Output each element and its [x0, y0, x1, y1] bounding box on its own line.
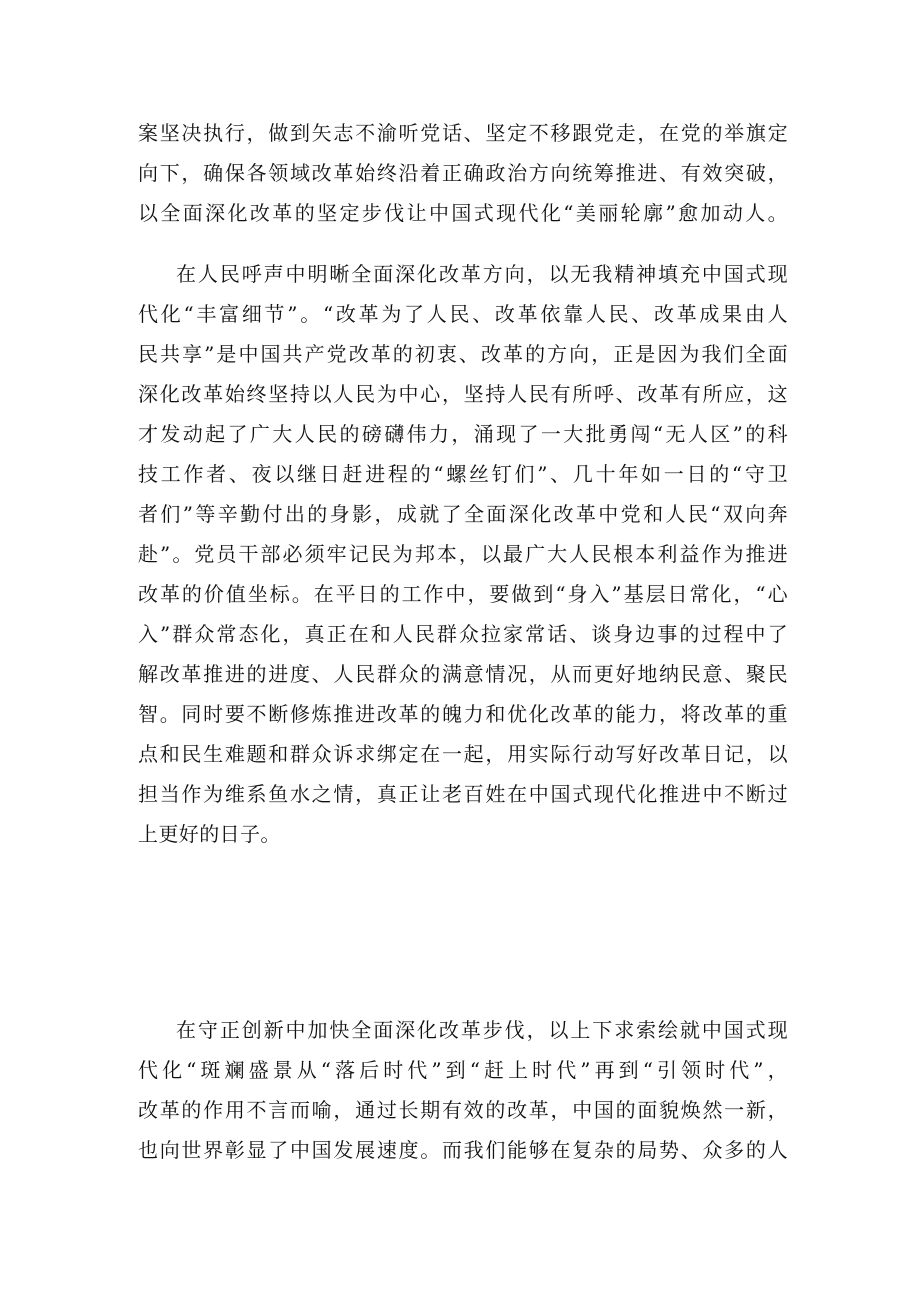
text-line: 智。同时要不断修炼推进改革的魄力和优化改革的能力，将改革的重: [138, 702, 788, 726]
text-line: 上更好的日子。: [138, 822, 281, 846]
text-line: 案坚决执行，做到矢志不渝听党话、坚定不移跟党走，在党的举旗定: [138, 121, 788, 145]
text-line: 担当作为维系鱼水之情，真正让老百姓在中国式现代化推进中不断过: [138, 782, 788, 806]
text-line: 代化“斑斓盛景从“落后时代”到“赶上时代”再到“引领时代”，: [138, 1058, 788, 1082]
text-line: 以全面深化改革的坚定步伐让中国式现代化“美丽轮廓”愈加动人。: [138, 201, 788, 225]
text-line: 向下，确保各领域改革始终沿着正确政治方向统筹推进、有效突破，: [138, 161, 788, 185]
text-line: 在守正创新中加快全面深化改革步伐，以上下求索绘就中国式现: [176, 1018, 788, 1042]
text-line: 点和民生难题和群众诉求绑定在一起，用实际行动写好改革日记，以: [138, 742, 788, 766]
text-line: 者们”等辛勤付出的身影，成就了全面深化改革中党和人民“双向奔: [138, 502, 788, 526]
paragraph-1: [138, 113, 788, 233]
text-line: 改革的作用不言而喻，通过长期有效的改革，中国的面貌焕然一新，: [138, 1098, 788, 1122]
text-line: 在人民呼声中明晰全面深化改革方向，以无我精神填充中国式现: [176, 262, 788, 286]
text-line: 代化“丰富细节”。“改革为了人民、改革依靠人民、改革成果由人: [138, 302, 788, 326]
text-line: 技工作者、夜以继日赶进程的“螺丝钉们”、几十年如一日的“守卫: [138, 462, 788, 486]
text-line: 也向世界彰显了中国发展速度。而我们能够在复杂的局势、众多的人: [138, 1138, 788, 1162]
text-line: 赴”。党员干部必须牢记民为邦本，以最广大人民根本利益作为推进: [138, 542, 788, 566]
text-line: 改革的价值坐标。在平日的工作中，要做到“身入”基层日常化，“心: [138, 582, 788, 606]
paragraph-3: [138, 1010, 788, 1170]
paragraph-2: [138, 254, 788, 854]
text-line: 深化改革始终坚持以人民为中心，坚持人民有所呼、改革有所应，这: [138, 382, 788, 406]
text-line: 才发动起了广大人民的磅礴伟力，涌现了一大批勇闯“无人区”的科: [138, 422, 788, 446]
text-line: 解改革推进的进度、人民群众的满意情况，从而更好地纳民意、聚民: [138, 662, 788, 686]
text-line: 民共享”是中国共产党改革的初衷、改革的方向，正是因为我们全面: [138, 342, 788, 366]
text-line: 入”群众常态化，真正在和人民群众拉家常话、谈身边事的过程中了: [138, 622, 788, 646]
